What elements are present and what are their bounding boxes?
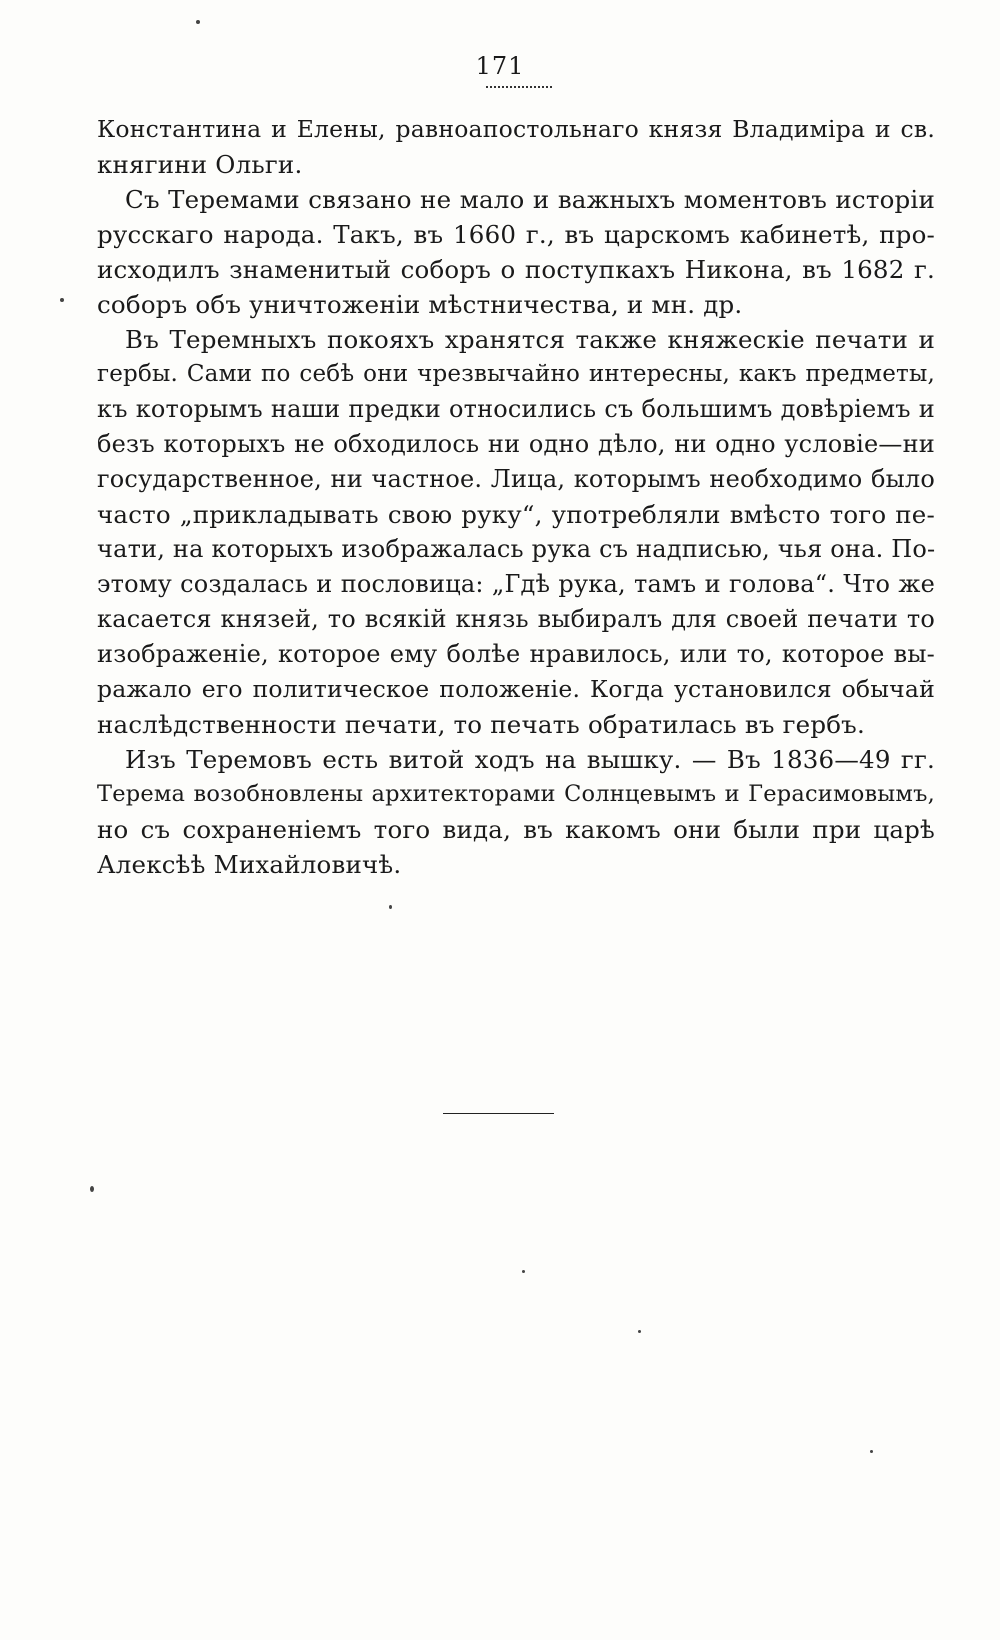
text-line: наслѣдственности печати, то печать обратилась въ гербъ. (97, 710, 865, 739)
text-line: ражало его политическое положеніе. Когда установился обычай (97, 675, 935, 703)
scan-speck (638, 1330, 641, 1333)
section-end-rule (443, 1113, 554, 1114)
scan-speck (870, 1450, 873, 1453)
text-line: русскаго народа. Такъ, въ 1660 г., въ царскомъ кабинетѣ, про- (97, 220, 935, 249)
text-line: къ которымъ наши предки относились съ большимъ довѣріемъ и (97, 395, 935, 423)
scan-speck (389, 905, 392, 909)
text-line: гербы. Сами по себѣ они чрезвычайно интересны, какъ предметы, (97, 361, 935, 387)
body-text (97, 112, 935, 882)
scan-speck (90, 1186, 94, 1192)
scan-speck (522, 1270, 525, 1273)
text-line: соборъ объ уничтоженіи мѣстничества, и мн. др. (97, 290, 743, 319)
text-line: Константина и Елены, равноапостольнаго князя Владиміра и св. (97, 115, 935, 143)
text-line: изображеніе, которое ему болѣе нравилось, или то, которое вы- (97, 640, 935, 668)
scan-speck (196, 20, 200, 24)
text-line: государственное, ни частное. Лица, которымъ необходимо было (97, 465, 935, 493)
text-line: княгини Ольги. (97, 150, 303, 179)
text-line: Съ Теремами связано не мало и важныхъ моментовъ исторіи (125, 185, 935, 214)
text-line: касается князей, то всякій князь выбиралъ для своей печати то (97, 605, 935, 633)
text-line: Терема возобновлены архитекторами Солнцевымъ и Герасимовымъ, (97, 781, 935, 807)
page-number-underline (486, 86, 552, 88)
paragraph (97, 112, 935, 182)
text-line: этому создалась и пословица: „Гдѣ рука, тамъ и голова“. Что же (97, 570, 935, 598)
text-line: исходилъ знаменитый соборъ о поступкахъ Никона, въ 1682 г. (97, 255, 935, 284)
text-line: Изъ Теремовъ есть витой ходъ на вышку. — Въ 1836—49 гг. (125, 745, 935, 774)
text-line: часто „прикладывать свою руку“, употребляли вмѣсто того пе- (97, 500, 935, 529)
page-number: 171 (475, 52, 525, 80)
text-line: чати, на которыхъ изображалась рука съ надписью, чья она. По- (97, 535, 936, 563)
paragraph (97, 182, 935, 322)
text-line: безъ которыхъ не обходилось ни одно дѣло, ни одно условіе—ни (97, 430, 935, 458)
scan-speck (60, 298, 64, 302)
text-line: Алексѣѣ Михайловичѣ. (97, 850, 402, 879)
text-line: но съ сохраненіемъ того вида, въ какомъ они были при царѣ (97, 815, 935, 844)
paragraph (97, 322, 935, 742)
text-line: Въ Теремныхъ покояхъ хранятся также княжескіе печати и (125, 325, 935, 354)
paragraph (97, 742, 935, 882)
